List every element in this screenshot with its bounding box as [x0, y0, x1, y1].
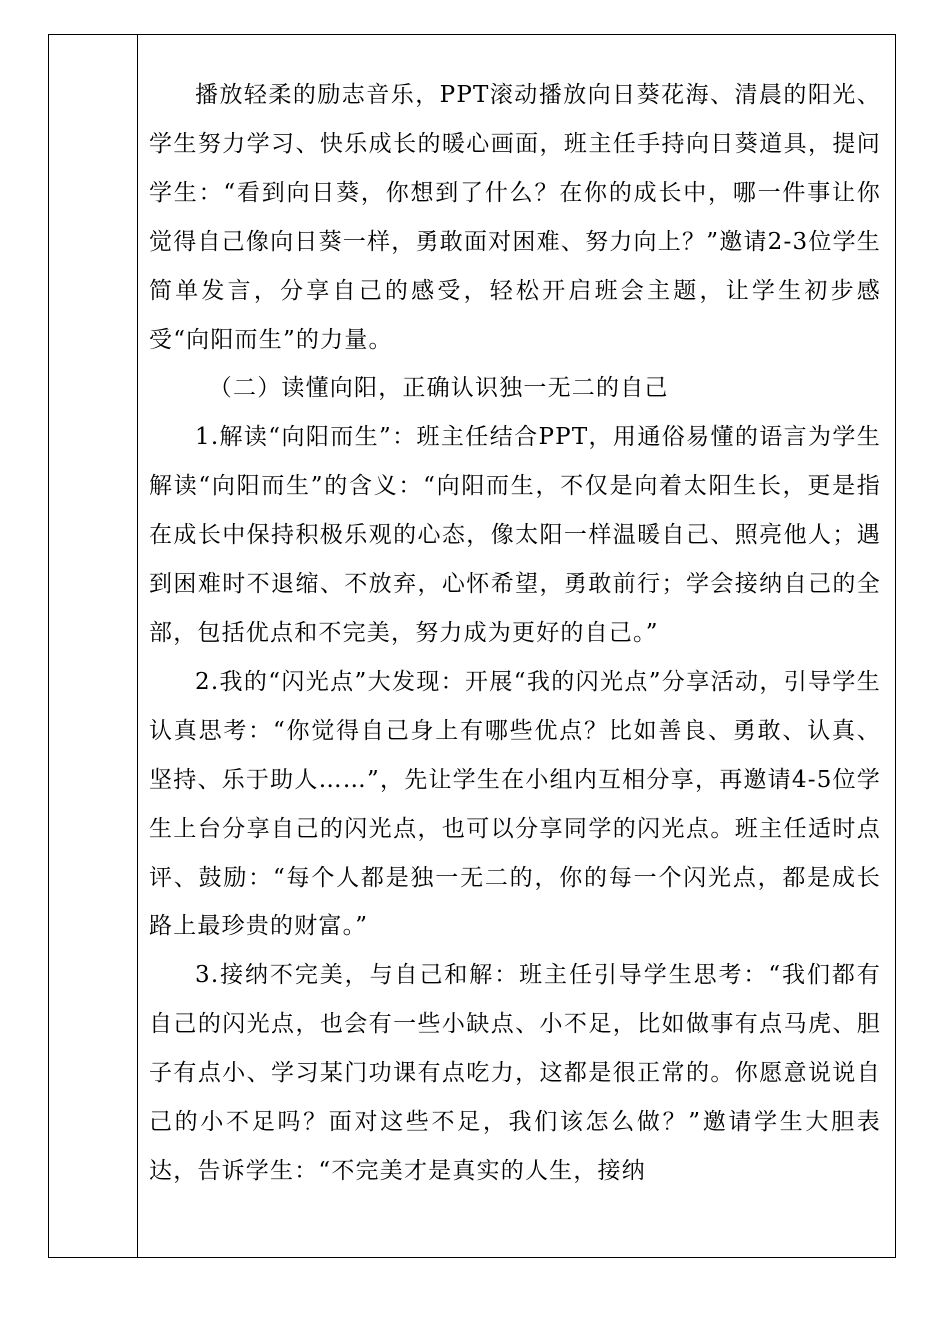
table-content-cell — [149, 71, 881, 1196]
item-1-paragraph: 1.解读“向阳而生”：班主任结合PPT，用通俗易懂的语言为学生解读“向阳而生”的含义：“向阳而生，不仅是向着太阳生长，更是指在成长中保持积极乐观的心态，像太阳一样温暖自己、照亮他人；遇到困难时不退缩、不放弃，心怀希望，勇敢前行；学会接纳自己的全部，包括优点和不完美，努力成为更好的自己。” — [149, 424, 881, 646]
lesson-plan-table — [48, 34, 896, 1258]
intro-paragraph: 播放轻柔的励志音乐，PPT滚动播放向日葵花海、清晨的阳光、学生努力学习、快乐成长的暖心画面，班主任手持向日葵道具，提问学生：“看到向日葵，你想到了什么？在你的成长中，哪一件事让你觉得自己像向日葵一样，勇敢面对困难、努力向上？”邀请2-3位学生简单发言，分享自己的感受，轻松开启班会主题，让学生初步感受“向阳而生”的力量。 — [149, 82, 881, 353]
item-2-paragraph: 2.我的“闪光点”大发现：开展“我的闪光点”分享活动，引导学生认真思考：“你觉得自己身上有哪些优点？比如善良、勇敢、认真、坚持、乐于助人……”，先让学生在小组内互相分享，再邀请4-5位学生上台分享自己的闪光点，也可以分享同学的闪光点。班主任适时点评、鼓励：“每个人都是独一无二的，你的每一个闪光点，都是成长路上最珍贵的财富。” — [149, 668, 881, 940]
table-left-cell — [49, 35, 137, 1257]
column-divider — [137, 35, 138, 1257]
section-heading: （二）读懂向阳，正确认识独一无二的自己 — [208, 375, 669, 402]
item-3-paragraph: 3.接纳不完美，与自己和解：班主任引导学生思考：“我们都有自己的闪光点，也会有一些小缺点、小不足，比如做事有点马虎、胆子有点小、学习某门功课有点吃力，这都是很正常的。你愿意说说自己的小不足吗？面对这些不足，我们该怎么做？”邀请学生大胆表达，告诉学生：“不完美才是真实的人生，接纳 — [149, 962, 881, 1184]
